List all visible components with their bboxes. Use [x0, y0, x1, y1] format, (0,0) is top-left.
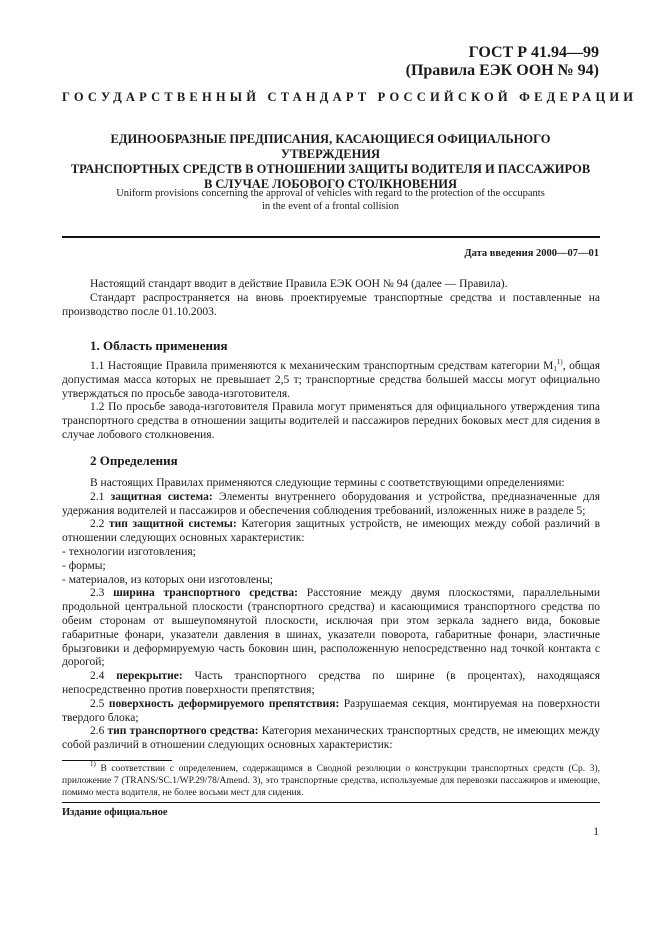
definition-2-3: 2.3 ширина транспортного средства: Расстояние между двумя плоскостями, параллельными продольной центральной плоскости (транспортного средства) и касающимися транспортного средства по обеим сторонам от вышеупомянутой плоскости, исключая при этом зеркала заднего вида, боковые габаритные фонари, указатели давления в шинах, указатели поворота, габаритные фонари, эластичные брызговики и деформируемую часть боковин шин, расположенную непосредственно над точкой контакта с дорогой; — [62, 587, 601, 669]
definitions-intro: В настоящих Правилах применяются следующие термины с соответствующими определениями: — [90, 477, 565, 489]
list-item: - технологии изготовления; — [62, 545, 196, 558]
footnote-text: $^{1)}$ В соответствии с определением, содержащимся в Сводной резолюции о конструкции транспортных средств (Ср. 3), приложение 7 (TRANS/SC.1/WP.29/78/Amend. 3), это транспортные средства, используемые для перевозки пассажиров и имеющие, помимо места водителя, не более восьми мест для сидения. — [62, 760, 600, 798]
title-line: В СЛУЧАЕ ЛОБОВОГО СТОЛКНОВЕНИЯ — [203, 177, 458, 191]
english-title-line: Uniform provisions concerning the approval of vehicles with regard to the protection of the occupants — [116, 188, 545, 199]
standard-code-gost: ГОСТ Р 41.94—99 — [468, 44, 599, 61]
section-scope-body — [62, 360, 600, 443]
document-title — [62, 132, 599, 192]
english-title — [62, 188, 599, 213]
definition-2-6: 2.6 тип транспортного средства: Категория механических транспортных средств, не имеющих между собой различий в отношении следующих основных характеристик: — [62, 725, 601, 752]
list-item: - формы; — [62, 559, 106, 572]
definition-2-4: 2.4 перекрытие: Часть транспортного средства по ширине (в процентах), находящаяся непосредственно против поверхности препятствия; — [62, 670, 600, 696]
standard-code-unece: (Правила ЕЭК ООН № 94) — [405, 62, 599, 79]
footnote — [62, 760, 600, 799]
title-line: ЕДИНООБРАЗНЫЕ ПРЕДПИСАНИЯ, КАСАЮЩИЕСЯ ОФИЦИАЛЬНОГО УТВЕРЖДЕНИЯ — [110, 132, 551, 161]
title-line: ТРАНСПОРТНЫХ СРЕДСТВ В ОТНОШЕНИИ ЗАЩИТЫ ВОДИТЕЛЯ И ПАССАЖИРОВ — [70, 162, 591, 176]
state-standard-title: ГОСУДАРСТВЕННЫЙ СТАНДАРТ РОССИЙСКОЙ ФЕДЕРАЦИИ — [62, 90, 638, 104]
section-heading-definitions: 2 Определения — [90, 453, 178, 468]
introduction-date: Дата введения 2000—07—01 — [464, 248, 599, 259]
page-number: 1 — [593, 826, 599, 838]
footnote-mark: 1) — [90, 760, 96, 768]
definition-2-1: 2.1 защитная система: Элементы внутреннего оборудования и устройства, предназначенные для удержания водителей и пассажиров и обеспечения соблюдения требований, изложенных ниже в разделе 5; — [62, 490, 600, 517]
definition-2-2: 2.2 тип защитной системы: Категория защитных устройств, не имеющих между собой различий в отношении следующих основных характеристик: — [62, 518, 600, 545]
intro-block — [62, 278, 600, 319]
footnote-divider — [62, 760, 172, 761]
list-item: - материалов, из которых они изготовлены; — [62, 573, 273, 586]
footnote-ref: 1) — [556, 358, 563, 366]
standard-code — [406, 44, 599, 80]
english-title-line: in the event of a frontal collision — [261, 200, 400, 212]
footer-divider — [62, 802, 600, 803]
scope-paragraph-1-2: 1.2 По просьбе завода-изготовителя Правила могут применяться для официального утверждения типа транспортного средства в отношении защиты водителей и пассажиров передних боковых мест для сидения в случае лобового столкновения. — [62, 401, 600, 441]
edition-label: Издание официальное — [62, 807, 168, 818]
section-heading-scope: 1. Область применения — [90, 338, 228, 353]
definition-2-5: 2.5 поверхность деформируемого препятствия: Разрушаемая секция, монтируемая на поверхности твердого блока; — [62, 697, 600, 724]
intro-paragraph: Настоящий стандарт вводит в действие Правила ЕЭК ООН № 94 (далее — Правила). — [90, 278, 508, 290]
section-definitions-body — [62, 477, 600, 753]
header-divider — [62, 236, 600, 238]
scope-paragraph-1-1: 1.1 Настоящие Правила применяются к механическим транспортным средствам категории $M_1^{1)}$, общая допустимая масса которых не превышает 2,5 т; транспортные средства большей массы могут официально утверждаться по просьбе завода-изготовителя. — [62, 358, 600, 400]
intro-paragraph: Стандарт распространяется на вновь проектируемые транспортные средства и поставленные на производство после 01.10.2003. — [62, 291, 600, 318]
